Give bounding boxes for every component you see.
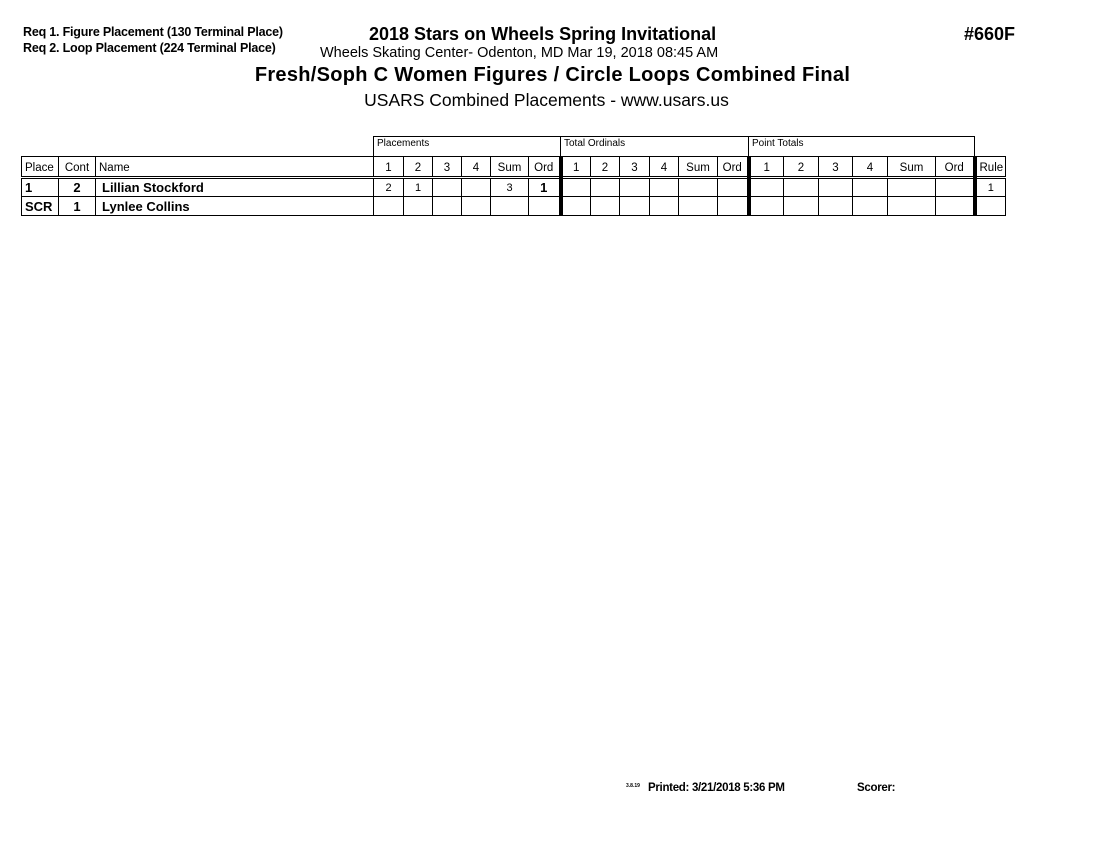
cell-points-2 (784, 178, 819, 197)
cell-points-4 (853, 178, 888, 197)
requirement-1: Req 1. Figure Placement (130 Terminal Place) (23, 25, 283, 39)
cell-ordinals-sum (679, 197, 718, 216)
cell-name: Lillian Stockford (96, 178, 374, 197)
results-table (21, 156, 1006, 216)
cell-placements-3 (433, 178, 462, 197)
col-header-points-ord: Ord (936, 157, 975, 178)
cell-place: 1 (22, 178, 59, 197)
cell-cont: 2 (59, 178, 96, 197)
cell-placements-1 (374, 197, 404, 216)
group-header-total-ordinals: Total Ordinals (560, 136, 749, 156)
cell-ordinals-4 (650, 178, 679, 197)
cell-ordinals-ord (718, 197, 749, 216)
col-header-name: Name (96, 157, 374, 178)
col-header-ordinals-3: 3 (620, 157, 650, 178)
cell-placements-sum: 3 (491, 178, 529, 197)
report-description: USARS Combined Placements - www.usars.us (364, 90, 729, 110)
group-header-point-totals: Point Totals (748, 136, 975, 156)
table-header-row (22, 157, 1006, 178)
cell-ordinals-3 (620, 197, 650, 216)
col-header-points-2: 2 (784, 157, 819, 178)
cell-points-ord (936, 178, 975, 197)
cell-ordinals-2 (591, 178, 620, 197)
cell-placements-2: 1 (404, 178, 433, 197)
col-header-cont: Cont (59, 157, 96, 178)
col-header-placements-sum: Sum (491, 157, 529, 178)
cell-name: Lynlee Collins (96, 197, 374, 216)
table-row (22, 178, 1006, 197)
cell-points-3 (819, 178, 853, 197)
cell-placements-4 (462, 178, 491, 197)
col-header-ordinals-2: 2 (591, 157, 620, 178)
cell-points-1 (749, 197, 784, 216)
cell-placements-ord (529, 197, 561, 216)
cell-ordinals-1 (561, 197, 591, 216)
col-header-placements-4: 4 (462, 157, 491, 178)
cell-rule: 1 (975, 178, 1006, 197)
event-number: #660F (964, 24, 1016, 44)
event-title: Fresh/Soph C Women Figures / Circle Loops Combined Final (254, 64, 851, 86)
cell-placements-1: 2 (374, 178, 404, 197)
col-header-points-1: 1 (749, 157, 784, 178)
col-header-place: Place (22, 157, 59, 178)
cell-ordinals-ord (718, 178, 749, 197)
col-header-placements-1: 1 (374, 157, 404, 178)
competition-title: 2018 Stars on Wheels Spring Invitational (369, 24, 717, 44)
cell-points-ord (936, 197, 975, 216)
cell-points-3 (819, 197, 853, 216)
col-header-ordinals-ord: Ord (718, 157, 749, 178)
cell-ordinals-3 (620, 178, 650, 197)
cell-ordinals-2 (591, 197, 620, 216)
cell-placements-sum (491, 197, 529, 216)
col-header-points-sum: Sum (888, 157, 936, 178)
cell-placements-2 (404, 197, 433, 216)
software-version: 3.8.19 (626, 783, 640, 789)
col-header-ordinals-4: 4 (650, 157, 679, 178)
col-header-ordinals-1: 1 (561, 157, 591, 178)
table-row (22, 197, 1006, 216)
scorer-label: Scorer: (857, 782, 896, 794)
cell-placements-ord: 1 (529, 178, 561, 197)
printed-timestamp: Printed: 3/21/2018 5:36 PM (648, 782, 785, 794)
cell-ordinals-sum (679, 178, 718, 197)
col-header-placements-2: 2 (404, 157, 433, 178)
cell-place: SCR (22, 197, 59, 216)
col-header-ordinals-sum: Sum (679, 157, 718, 178)
col-header-points-3: 3 (819, 157, 853, 178)
cell-points-1 (749, 178, 784, 197)
cell-ordinals-4 (650, 197, 679, 216)
col-header-placements-3: 3 (433, 157, 462, 178)
cell-points-4 (853, 197, 888, 216)
venue-datetime: Wheels Skating Center- Odenton, MD Mar 19, 2018 08:45 AM (320, 45, 719, 61)
cell-ordinals-1 (561, 178, 591, 197)
cell-placements-3 (433, 197, 462, 216)
requirement-2: Req 2. Loop Placement (224 Terminal Place) (23, 41, 276, 55)
cell-points-2 (784, 197, 819, 216)
col-header-rule: Rule (975, 157, 1006, 178)
cell-points-sum (888, 197, 936, 216)
col-header-placements-ord: Ord (529, 157, 561, 178)
group-header-placements: Placements (373, 136, 561, 156)
cell-rule (975, 197, 1006, 216)
cell-points-sum (888, 178, 936, 197)
cell-placements-4 (462, 197, 491, 216)
col-header-points-4: 4 (853, 157, 888, 178)
cell-cont: 1 (59, 197, 96, 216)
